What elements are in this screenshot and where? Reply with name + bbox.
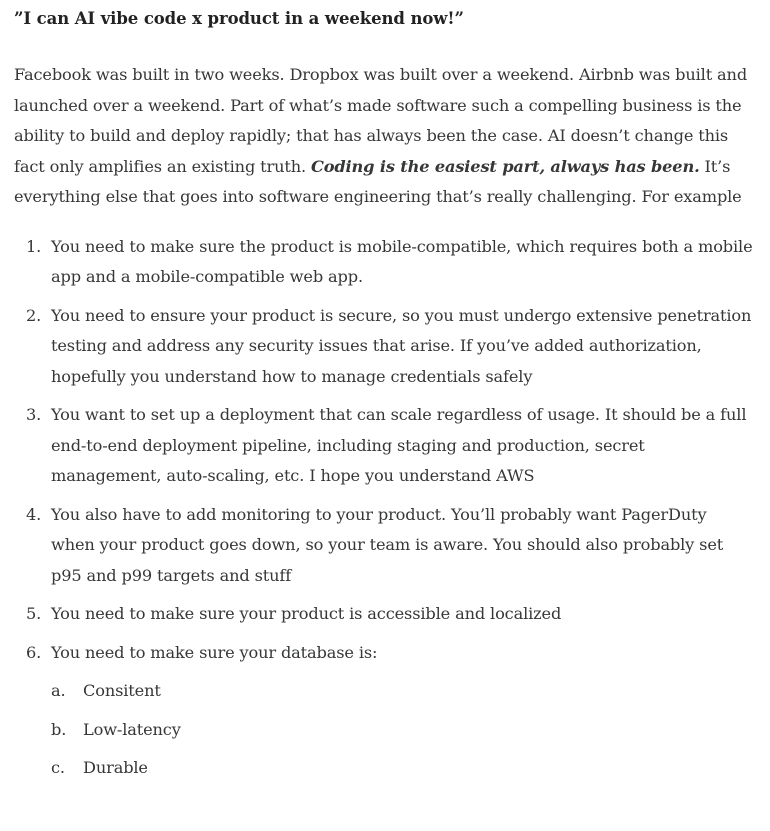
list-item	[14, 301, 754, 393]
sublist-item-text: Consitent	[83, 681, 161, 700]
database-requirements-sublist	[51, 676, 754, 784]
intro-paragraph	[14, 60, 754, 213]
section-heading: ”I can AI vibe code x product in a weekend now!”	[14, 9, 464, 28]
list-number: 1.	[26, 236, 42, 256]
article-body	[14, 0, 754, 792]
list-number: 3.	[26, 405, 42, 424]
list-item-text: You need to make sure your product is accessible and localized	[51, 604, 562, 623]
sublist-item	[51, 715, 754, 746]
sublist-item-text: Low-latency	[83, 719, 181, 739]
sublist-letter: c.	[51, 758, 65, 777]
sublist-item-text: Durable	[83, 758, 148, 777]
list-item-text: You also have to add monitoring to your product. You’ll probably want PagerDuty when your product goes down, so your team is aware. You should also probably set p95 and p99 targets and stuff	[51, 504, 724, 585]
list-item	[14, 638, 754, 784]
list-number: 2.	[26, 305, 42, 325]
sublist-letter: a.	[51, 681, 66, 700]
sublist-letter: b.	[51, 719, 67, 739]
list-item	[14, 500, 754, 592]
list-item	[14, 232, 754, 293]
list-item-text: You need to make sure the product is mobile-compatible, which requires both a mobile app and a mobile-compatible web app.	[51, 236, 753, 286]
list-number: 4.	[26, 504, 42, 524]
sublist-item	[51, 753, 754, 784]
requirements-list	[14, 232, 754, 784]
list-item-text: You need to ensure your product is secure, so you must undergo extensive penetration testing and address any security issues that arise. If you’ve added authorization, hopefully you understand how to manage credentials safely	[51, 305, 752, 386]
list-number: 5.	[26, 604, 42, 623]
intro-emphasis: Coding is the easiest part, always has been.	[311, 156, 700, 176]
list-item	[14, 400, 754, 492]
list-item	[14, 599, 754, 630]
list-number: 6.	[26, 642, 42, 662]
sublist-item	[51, 676, 754, 707]
intro-text-start: Facebook was built in two weeks. Dropbox was built over a weekend. Airbnb was built and launched over a weekend. Part of what’s made software such a compelling business is the ability to build and deploy rapidly; that has always been the case. AI doesn’t change this fact only amplifies an existing truth.	[14, 65, 748, 176]
intro-text-end: It’s everything else that goes into software engineering that’s really challenging. For example	[14, 156, 742, 206]
list-item-text: You need to make sure your database is:	[51, 642, 378, 662]
list-item-text: You want to set up a deployment that can scale regardless of usage. It should be a full end-to-end deployment pipeline, including staging and production, secret management, auto-scaling, etc. I hope you understand AWS	[51, 405, 747, 485]
